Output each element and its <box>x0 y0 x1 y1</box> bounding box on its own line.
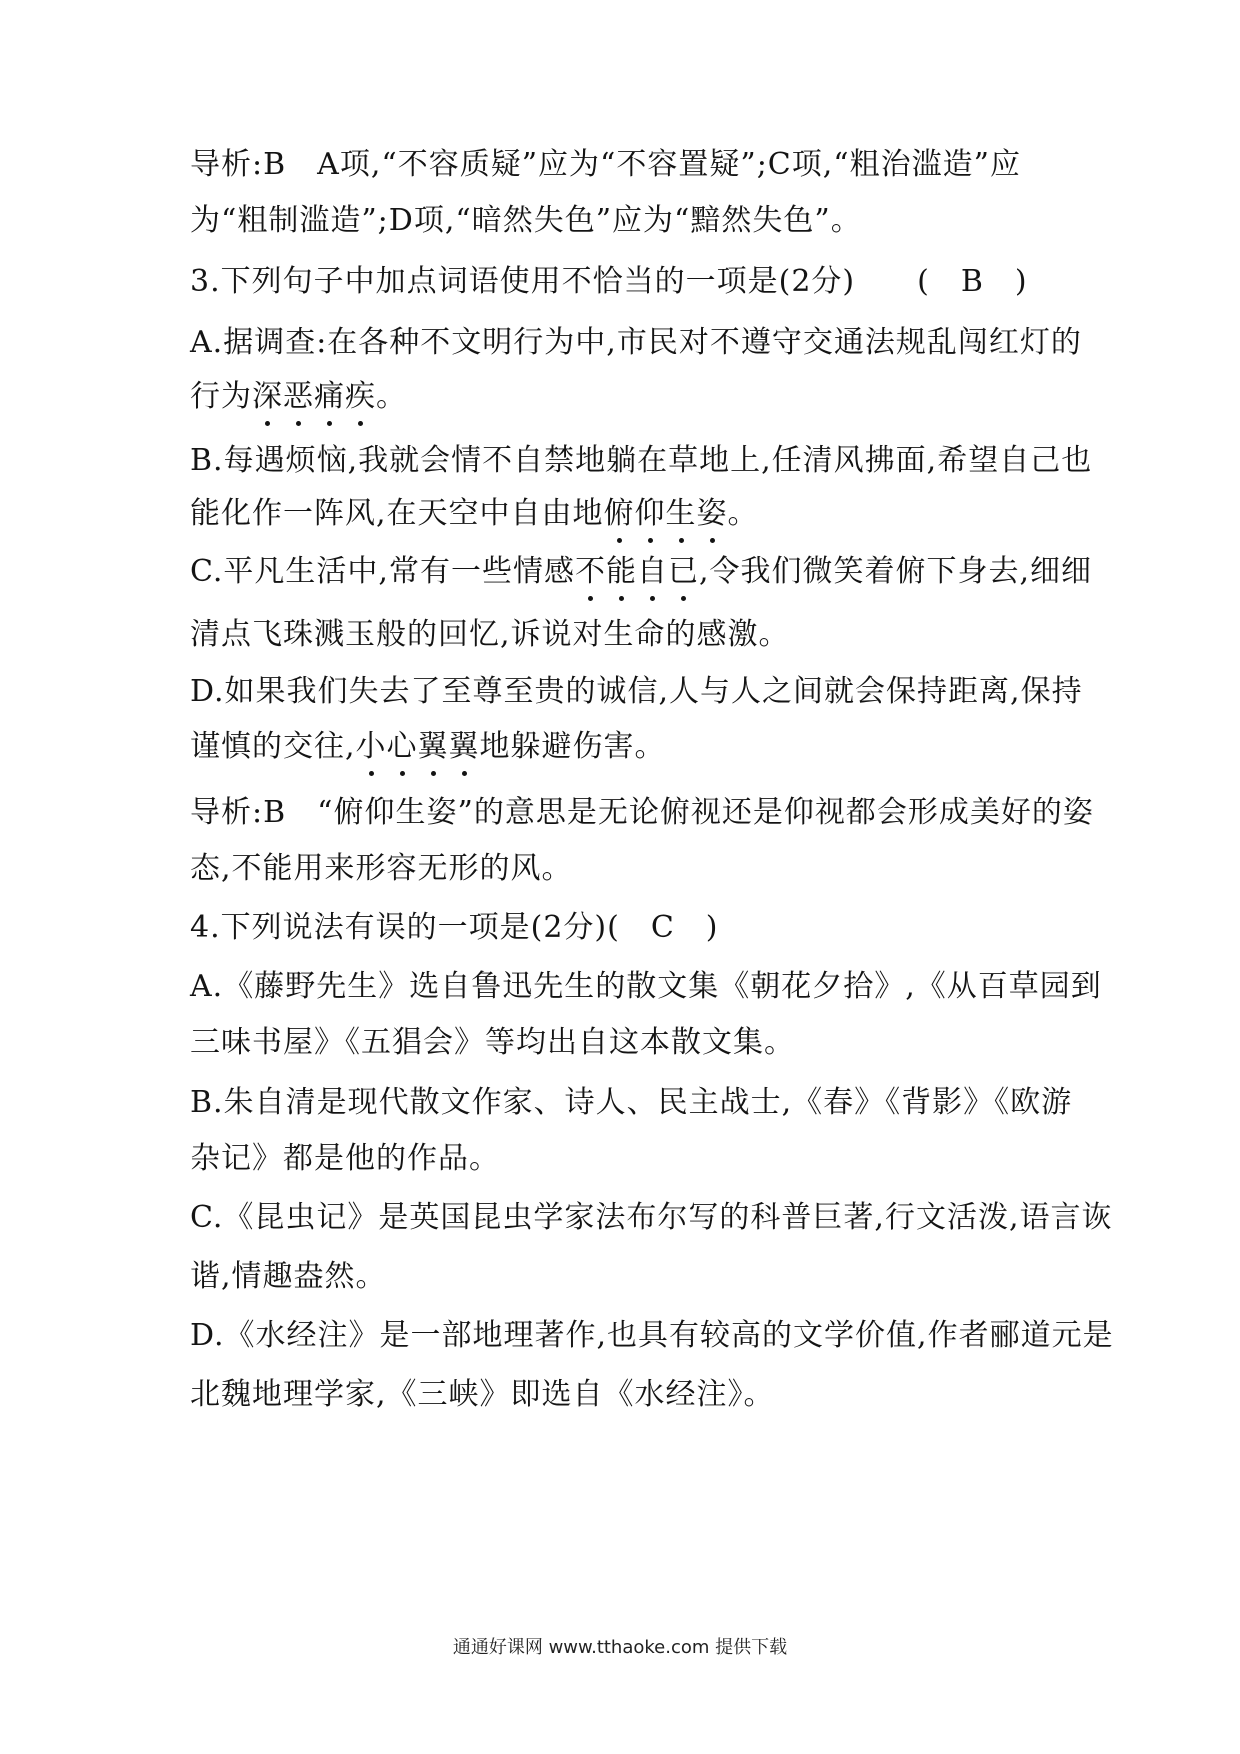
question-3-stem: 3.下列句子中加点词语使用不恰当的一项是(2分) ( B ) <box>190 264 1028 299</box>
option-3b-line1: B.每遇烦恼,我就会情不自禁地躺在草地上,任清风拂面,希望自己也 <box>190 443 1093 478</box>
emphasis-dot-char: 深 <box>252 377 283 417</box>
option-4c-line1: C.《昆虫记》是英国昆虫学家法布尔写的科普巨著,行文活泼,语言诙 <box>190 1200 1113 1235</box>
emphasis-dot-char: 小 <box>356 727 387 767</box>
emphasis-dot-char: 能 <box>606 552 637 592</box>
analysis-q3-line1: 导析:B “俯仰生姿”的意思是无论俯视还是仰视都会形成美好的姿 <box>190 795 1094 830</box>
option-4a-line2: 三味书屋》《五猖会》等均出自这本散文集。 <box>190 1025 795 1060</box>
text: 谨慎的交往, <box>190 729 356 764</box>
option-4c-line2: 谐,情趣盎然。 <box>190 1259 387 1294</box>
option-4a-line1: A.《藤野先生》选自鲁迅先生的散文集《朝花夕拾》,《从百草园到 <box>190 969 1102 1004</box>
analysis-q2-line1: 导析:B A项,“不容质疑”应为“不容置疑”;C项,“粗治滥造”应 <box>190 147 1021 182</box>
emphasis-dot-char: 翼 <box>449 727 480 767</box>
text: 。 <box>376 379 407 414</box>
text: ,令我们微笑着俯下身去,细细 <box>698 554 1093 589</box>
dotted-phrase <box>604 496 728 531</box>
option-3a-line1: A.据调查:在各种不文明行为中,市民对不遵守交通法规乱闯红灯的 <box>190 325 1082 360</box>
emphasis-dot-char: 心 <box>387 727 418 767</box>
emphasis-dot-char: 姿 <box>697 494 728 534</box>
text: C.平凡生活中,常有一些情感 <box>190 554 575 589</box>
analysis-q3-line2: 态,不能用来形容无形的风。 <box>190 851 573 886</box>
footer-watermark: 通通好课网 www.tthaoke.com 提供下载 <box>452 1637 788 1658</box>
option-4d-line2: 北魏地理学家,《三峡》即选自《水经注》。 <box>190 1377 775 1412</box>
option-3b-line2 <box>190 494 759 534</box>
option-3c-line1 <box>190 552 1092 592</box>
text: 地躲避伤害。 <box>479 729 666 764</box>
question-4-stem: 4.下列说法有误的一项是(2分)( C ) <box>190 910 719 945</box>
emphasis-dot-char: 恶 <box>283 377 314 417</box>
text: 行为 <box>190 379 252 414</box>
dotted-phrase <box>356 729 480 764</box>
dotted-phrase <box>575 554 699 589</box>
emphasis-dot-char: 已 <box>668 552 699 592</box>
dotted-phrase <box>252 379 376 414</box>
option-3a-line2 <box>190 377 407 417</box>
analysis-q2-line2: 为“粗制滥造”;D项,“暗然失色”应为“黯然失色”。 <box>190 203 862 238</box>
emphasis-dot-char: 生 <box>666 494 697 534</box>
option-3d-line1: D.如果我们失去了至尊至贵的诚信,人与人之间就会保持距离,保持 <box>190 674 1083 709</box>
emphasis-dot-char: 仰 <box>635 494 666 534</box>
emphasis-dot-char: 不 <box>575 552 606 592</box>
option-3c-line2: 清点飞珠溅玉般的回忆,诉说对生命的感激。 <box>190 617 790 652</box>
emphasis-dot-char: 自 <box>637 552 668 592</box>
emphasis-dot-char: 翼 <box>418 727 449 767</box>
emphasis-dot-char: 俯 <box>604 494 635 534</box>
option-3d-line2 <box>190 727 666 767</box>
text: 能化作一阵风,在天空中自由地 <box>190 496 604 531</box>
option-4b-line2: 杂记》都是他的作品。 <box>190 1141 500 1176</box>
option-4b-line1: B.朱自清是现代散文作家、诗人、民主战士,《春》《背影》《欧游 <box>190 1085 1073 1120</box>
emphasis-dot-char: 疾 <box>345 377 376 417</box>
option-4d-line1: D.《水经注》是一部地理著作,也具有较高的文学价值,作者郦道元是 <box>190 1318 1114 1353</box>
emphasis-dot-char: 痛 <box>314 377 345 417</box>
text: 。 <box>727 496 759 531</box>
